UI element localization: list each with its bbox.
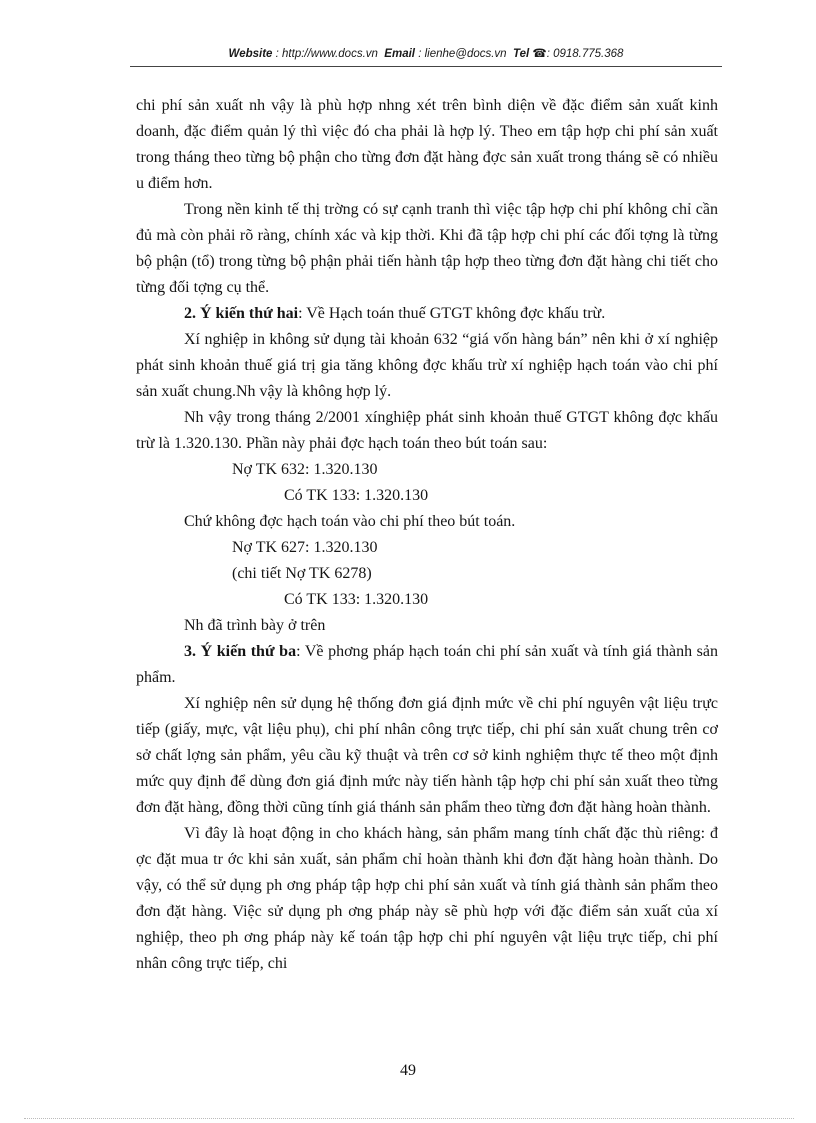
document-body bbox=[136, 93, 718, 977]
tel-label: Tel bbox=[512, 48, 530, 60]
heading-3-label: 3. Ý kiến thứ ba bbox=[184, 643, 297, 660]
section-heading-2 bbox=[136, 301, 718, 327]
heading-2-label: 2. Ý kiến thứ hai bbox=[184, 305, 299, 322]
footer-divider bbox=[24, 1118, 794, 1119]
header-divider bbox=[130, 66, 722, 67]
tel-value: : 0918.775.368 bbox=[546, 48, 624, 60]
journal-entry-2: Có TK 133: 1.320.130 bbox=[284, 487, 429, 504]
paragraph-4: Nh vậy trong tháng 2/2001 xínghiệp phát sinh khoản thuế GTGT không đợc khấu trừ là 1.320.130. Phần này phải đợc hạch toán theo bút toán sau: bbox=[136, 409, 718, 452]
section-heading-3 bbox=[136, 639, 718, 691]
paragraph-5: Chứ không đợc hạch toán vào chi phí theo bút toán. bbox=[184, 513, 516, 530]
journal-entry-5: Có TK 133: 1.320.130 bbox=[284, 591, 429, 608]
journal-entry-4: (chi tiết Nợ TK 6278) bbox=[232, 565, 372, 582]
journal-entry-3: Nợ TK 627: 1.320.130 bbox=[232, 539, 378, 556]
heading-2-text: : Về Hạch toán thuế GTGT không đợc khấu trừ. bbox=[298, 305, 606, 322]
paragraph-2: Trong nền kinh tế thị trờng có sự cạnh tranh thì việc tập hợp chi phí không chỉ cần đủ mà còn phải rõ ràng, chính xác và kịp thời. Khi đã tập hợp chi phí các đối tợng là từng bộ phận (tổ) trong từng bộ phận phải tiến hành tập hợp theo từng đơn đặt hàng chi tiết cho từng đối tợng cụ thể. bbox=[136, 201, 718, 296]
email-label: Email bbox=[384, 48, 415, 60]
phone-icon: ☎ bbox=[532, 48, 547, 60]
heading-3-text: : Về phơng pháp hạch toán chi phí sản xuất và tính giá thành sản phẩm. bbox=[136, 643, 718, 686]
paragraph-3: Xí nghiệp in không sử dụng tài khoản 632 “giá vốn hàng bán” nên khi ở xí nghiệp phát sinh khoản thuế giá trị gia tăng không đợc khấu trừ xí nghiệp hạch toán vào chi phí sản xuất chung.Nh vậy là không hợp lý. bbox=[136, 331, 718, 400]
page-number: 49 bbox=[400, 1062, 416, 1079]
paragraph-6: Nh đã trình bày ở trên bbox=[184, 617, 326, 634]
page-header bbox=[130, 46, 722, 60]
website-value[interactable]: : http://www.docs.vn bbox=[275, 48, 378, 60]
email-value[interactable]: : lienhe@docs.vn bbox=[418, 48, 507, 60]
paragraph-8: Vì đây là hoạt động in cho khách hàng, sản phẩm mang tính chất đặc thù riêng: đ ợc đặt mua tr ớc khi sản xuất, sản phẩm chỉ hoàn thành khi đơn đặt hàng hoàn thành. Do vậy, có thể sử dụng ph ơng pháp tập hợp chi phí sản xuất và tính giá thành sản phẩm theo đơn đặt hàng. Việc sử dụng ph ơng pháp này sẽ phù hợp với đặc điểm sản xuất của xí nghiệp, theo ph ơng pháp này kế toán tập hợp chi phí nguyên vật liệu trực tiếp, chi phí nhân công trực tiếp, chi bbox=[136, 825, 718, 972]
paragraph-7: Xí nghiệp nên sử dụng hệ thống đơn giá định mức về chi phí nguyên vật liệu trực tiếp (giấy, mực, vật liệu phụ), chi phí nhân công trực tiếp, chi phí sản xuất chung trên cơ sở chất lợng sản phẩm, yêu cầu kỹ thuật và trên cơ sở kinh nghiệm thực tế theo một định mức quy định để dùng đơn giá định mức này tiến hành tập hợp chi phí sản xuất theo từng đơn đặt hàng, đồng thời cũng tính giá thánh sản phẩm theo từng đơn đặt hàng hoàn thành. bbox=[136, 695, 718, 816]
website-label: Website bbox=[228, 48, 273, 60]
paragraph-1: chi phí sản xuất nh vậy là phù hợp nhng xét trên bình diện về đặc điểm sản xuất kinh doanh, đặc điểm quản lý thì việc đó cha phải là hợp lý. Theo em tập hợp chi phí sản xuất trong tháng theo từng bộ phận cho từng đơn đặt hàng đợc sản xuất trong tháng sẽ có nhiều u điểm hơn. bbox=[136, 97, 718, 192]
journal-entry-1: Nợ TK 632: 1.320.130 bbox=[232, 461, 378, 478]
